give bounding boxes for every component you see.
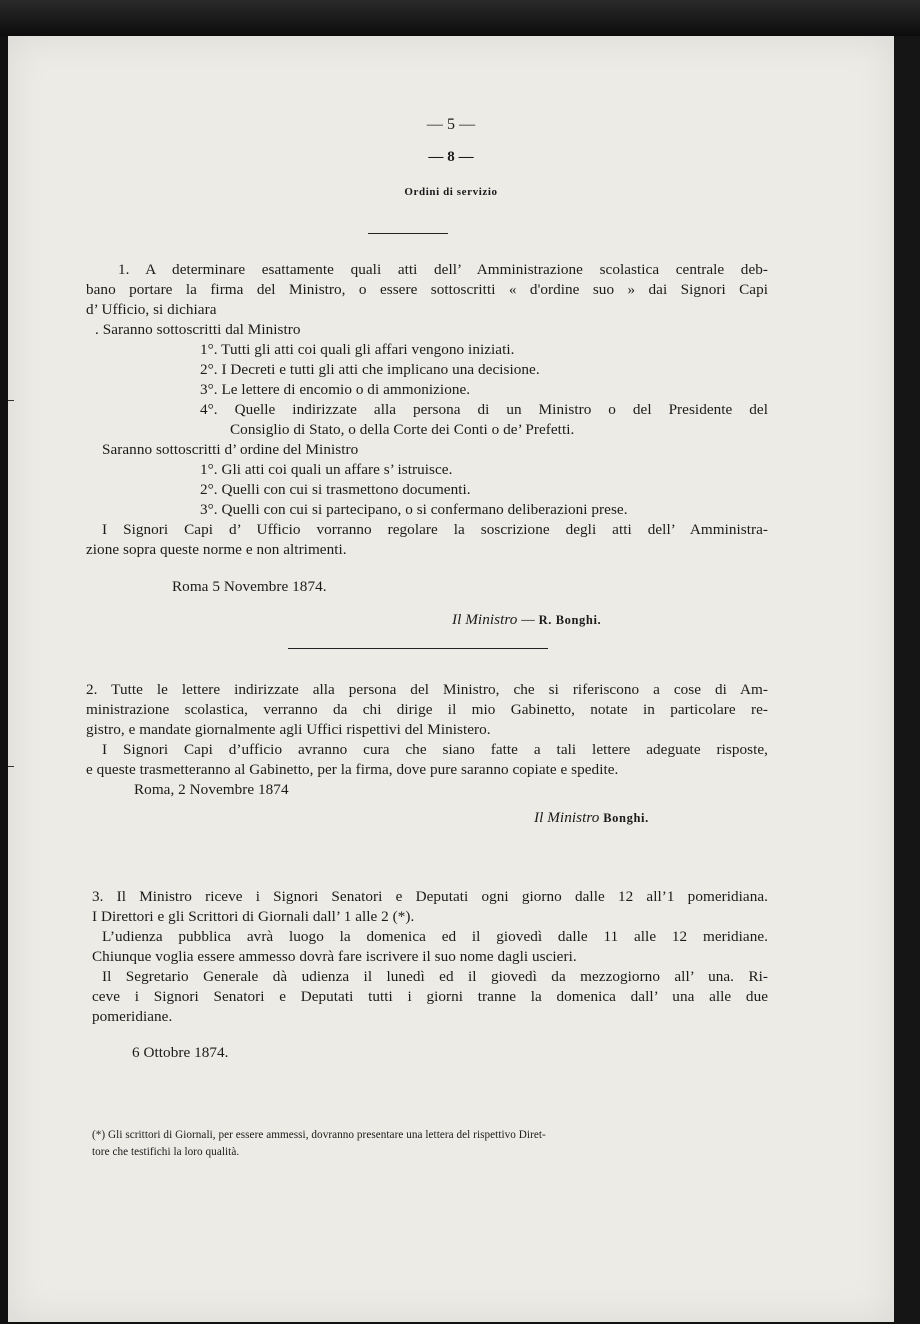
signature-title: Il Ministro (534, 809, 600, 826)
paragraph-line: I Direttori e gli Scrittori di Giornali dall’ 1 alle 2 (*). (92, 908, 415, 925)
paragraph-line: 2. Tutte le lettere indirizzate alla persona del Ministro, che si riferiscono a cose di Am- (86, 681, 768, 698)
list-item: 2°. Quelli con cui si trasmettono documenti. (200, 481, 471, 498)
paragraph-line: Il Segretario Generale dà udienza il lunedì ed il giovedì da mezzogiorno all’ una. Ri- (102, 968, 768, 985)
title-rule (368, 233, 448, 234)
paragraph-line: zione sopra queste norme e non altrimenti. (86, 541, 347, 558)
list-item: 2°. I Decreti e tutti gli atti che implicano una decisione. (200, 361, 540, 378)
page-title: Ordini di servizio (404, 186, 498, 198)
page-number: — 5 — (426, 116, 476, 133)
paragraph-line: I Signori Capi d’ Ufficio vorranno regolare la soscrizione degli atti dell’ Amministra- (102, 521, 768, 538)
scan-right-edge (894, 36, 920, 1324)
paragraph-line: ministrazione scolastica, verranno da chi dirige il mio Gabinetto, notate in particolare re- (86, 701, 768, 718)
paragraph-line: 3. Il Ministro riceve i Signori Senatori e Deputati ogni giorno dalle 12 all’1 pomeridiana. (92, 888, 768, 905)
paragraph-line: gistro, e mandate giornalmente agli Uffici rispettivi del Ministero. (86, 721, 491, 738)
signature (452, 611, 601, 629)
paragraph-line: e queste trasmetteranno al Gabinetto, per la firma, dove pure saranno copiate e spedite. (86, 761, 619, 778)
signature-name: R. Bonghi. (538, 613, 602, 627)
list-item: 1°. Tutti gli atti coi quali gli affari vengono iniziati. (200, 341, 515, 358)
date-line: Roma, 2 Novembre 1874 (134, 781, 289, 798)
list-item: 1°. Gli atti coi quali un affare s’ istruisce. (200, 461, 453, 478)
list-item: 3°. Quelli con cui si partecipano, o si confermano deliberazioni prese. (200, 501, 628, 518)
document-page (8, 36, 894, 1322)
signature (534, 809, 649, 827)
paragraph-line: I Signori Capi d’ufficio avranno cura che siano fatte a tali lettere adeguate risposte, (102, 741, 768, 758)
date-line: Roma 5 Novembre 1874. (172, 578, 327, 595)
paragraph-line: 1. A determinare esattamente quali atti dell’ Amministrazione scolastica centrale deb- (118, 261, 768, 278)
scan-top-edge (0, 0, 920, 36)
paragraph-line: Chiunque voglia essere ammesso dovrà fare iscrivere il suo nome dagli uscieri. (92, 948, 577, 965)
paragraph-line: d’ Ufficio, si dichiara (86, 301, 217, 318)
section-divider (288, 648, 548, 649)
page-number-secondary: — 8 — (428, 149, 474, 165)
paragraph-line: ceve i Signori Senatori e Deputati tutti i giorni tranne la domenica dall’ una alle due (92, 988, 768, 1005)
paragraph-line: pomeridiane. (92, 1008, 173, 1025)
list-item: 4°. Quelle indirizzate alla persona di un Ministro o del Presidente del (200, 401, 768, 418)
date-line: 6 Ottobre 1874. (132, 1044, 229, 1061)
margin-mark (8, 766, 14, 767)
paragraph-line: . Saranno sottoscritti dal Ministro (95, 321, 301, 338)
paragraph-line: bano portare la firma del Ministro, o essere sottoscritti « d'ordine suo » dai Signori Capi (86, 281, 768, 298)
footnote-line: tore che testifichi la loro qualità. (92, 1146, 240, 1158)
paragraph-line: Saranno sottoscritti d’ ordine del Ministro (102, 441, 359, 458)
paragraph-line: L’udienza pubblica avrà luogo la domenica ed il giovedì dalle 11 alle 12 meridiane. (102, 928, 768, 945)
margin-mark (8, 400, 14, 401)
list-item: 3°. Le lettere di encomio o di ammonizione. (200, 381, 471, 398)
footnote-line: (*) Gli scrittori di Giornali, per essere ammessi, dovranno presentare una lettera del rispettivo Diret- (92, 1129, 546, 1141)
list-item-continuation: Consiglio di Stato, o della Corte dei Conti o de’ Prefetti. (230, 421, 575, 438)
signature-name: Bonghi. (603, 811, 649, 825)
signature-title: Il Ministro — (452, 611, 535, 628)
